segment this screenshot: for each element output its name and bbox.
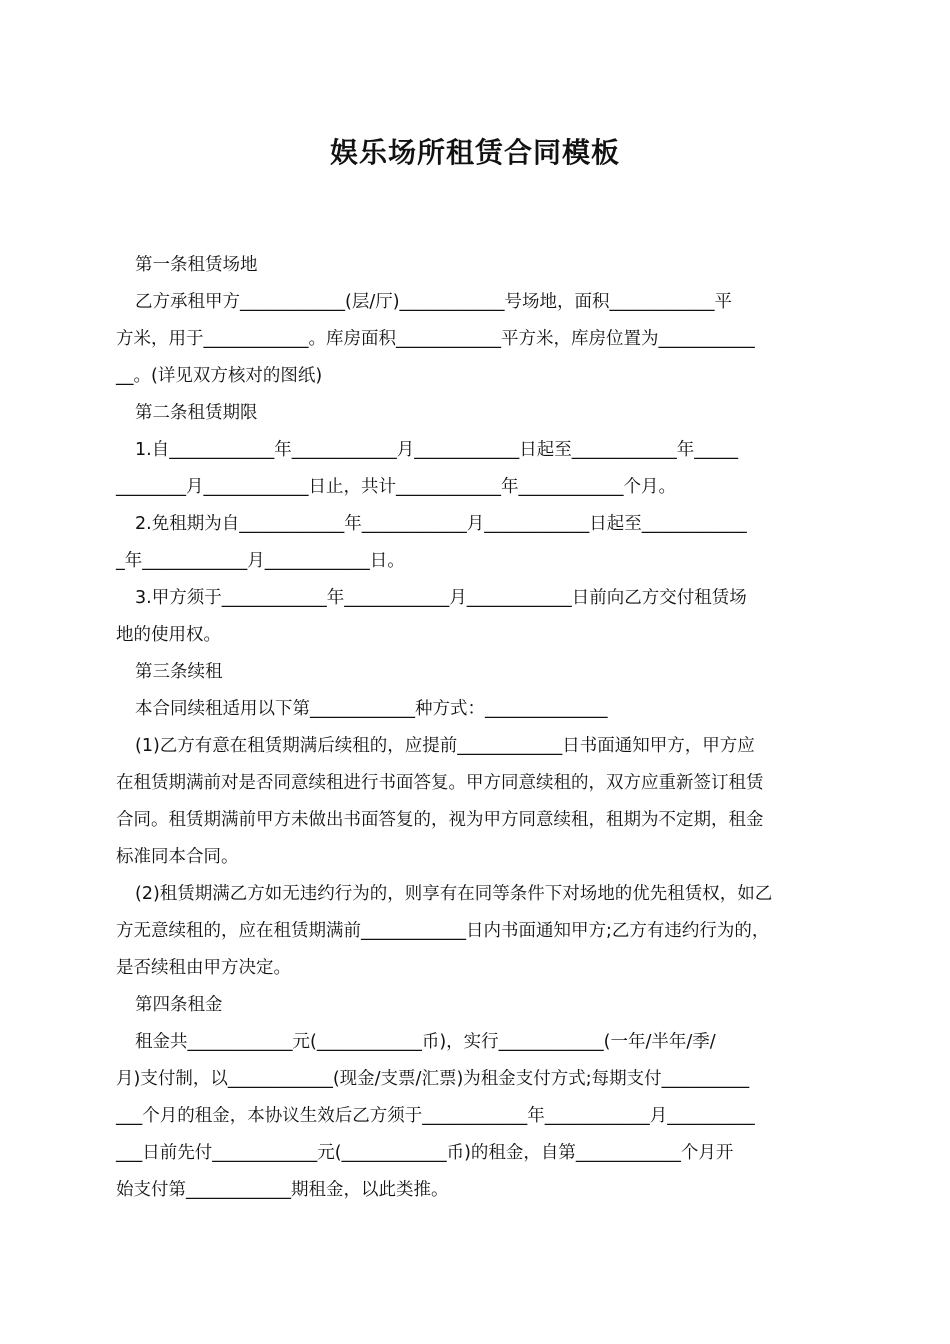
paragraph-line: ___个月的租金，本协议生效后乙方须于____________年____________月__________ [116, 1106, 755, 1126]
document-body [116, 247, 838, 1209]
paragraph-line: ________月____________日止，共计____________年____________个月。 [116, 477, 676, 497]
paragraph-line: 租金共____________元(____________币)，实行____________(一年/半年/季/ [135, 1032, 716, 1052]
paragraph-line: 月)支付制，以____________(现金/支票/汇票)为租金支付方式;每期支付__________ [116, 1069, 750, 1089]
document-title: 娱乐场所租赁合同模板 [329, 136, 620, 169]
paragraph-line: ___日前先付____________元(____________币)的租金，自第____________个月开 [116, 1143, 734, 1163]
paragraph-line: _年____________月____________日。 [116, 551, 405, 571]
paragraph-line: 地的使用权。 [116, 625, 221, 645]
paragraph-line: (1)乙方有意在租赁期满后续租的，应提前____________日书面通知甲方，甲方应 [135, 736, 755, 756]
paragraph-line: 2.免租期为自____________年____________月____________日起至____________ [135, 514, 747, 534]
paragraph-line: 是否续租由甲方决定。 [116, 958, 291, 978]
paragraph-line: 1.自____________年____________月____________日起至____________年_____ [135, 440, 738, 460]
paragraph-line: 本合同续租适用以下第____________种方式：______________ [135, 699, 608, 719]
paragraph-line: 方米，用于____________。库房面积____________平方米，库房位置为___________ [116, 329, 755, 349]
paragraph-line: 乙方承租甲方____________(层/厅)____________号场地，面积____________平 [135, 292, 733, 312]
paragraph-line: 方无意续租的，应在租赁期满前____________日内书面通知甲方;乙方有违约行为的， [116, 921, 770, 941]
paragraph-line: 标准同本合同。 [116, 847, 239, 867]
article-heading: 第四条租金 [135, 995, 223, 1015]
paragraph-line: 在租赁期满前对是否同意续租进行书面答复。甲方同意续租的，双方应重新签订租赁 [116, 773, 764, 793]
paragraph-line: 始支付第____________期租金，以此类推。 [116, 1180, 449, 1200]
paragraph-line: (2)租赁期满乙方如无违约行为的，则享有在同等条件下对场地的优先租赁权，如乙 [135, 884, 773, 904]
paragraph-line: 合同。租赁期满前甲方未做出书面答复的，视为甲方同意续租，租期为不定期，租金 [116, 810, 764, 830]
paragraph-line: 3.甲方须于____________年____________月____________日前向乙方交付租赁场 [135, 588, 747, 608]
article-heading: 第二条租赁期限 [135, 403, 258, 423]
article-heading: 第三条续租 [135, 662, 223, 682]
paragraph-line: __。(详见双方核对的图纸) [116, 366, 323, 386]
article-heading: 第一条租赁场地 [135, 255, 258, 275]
